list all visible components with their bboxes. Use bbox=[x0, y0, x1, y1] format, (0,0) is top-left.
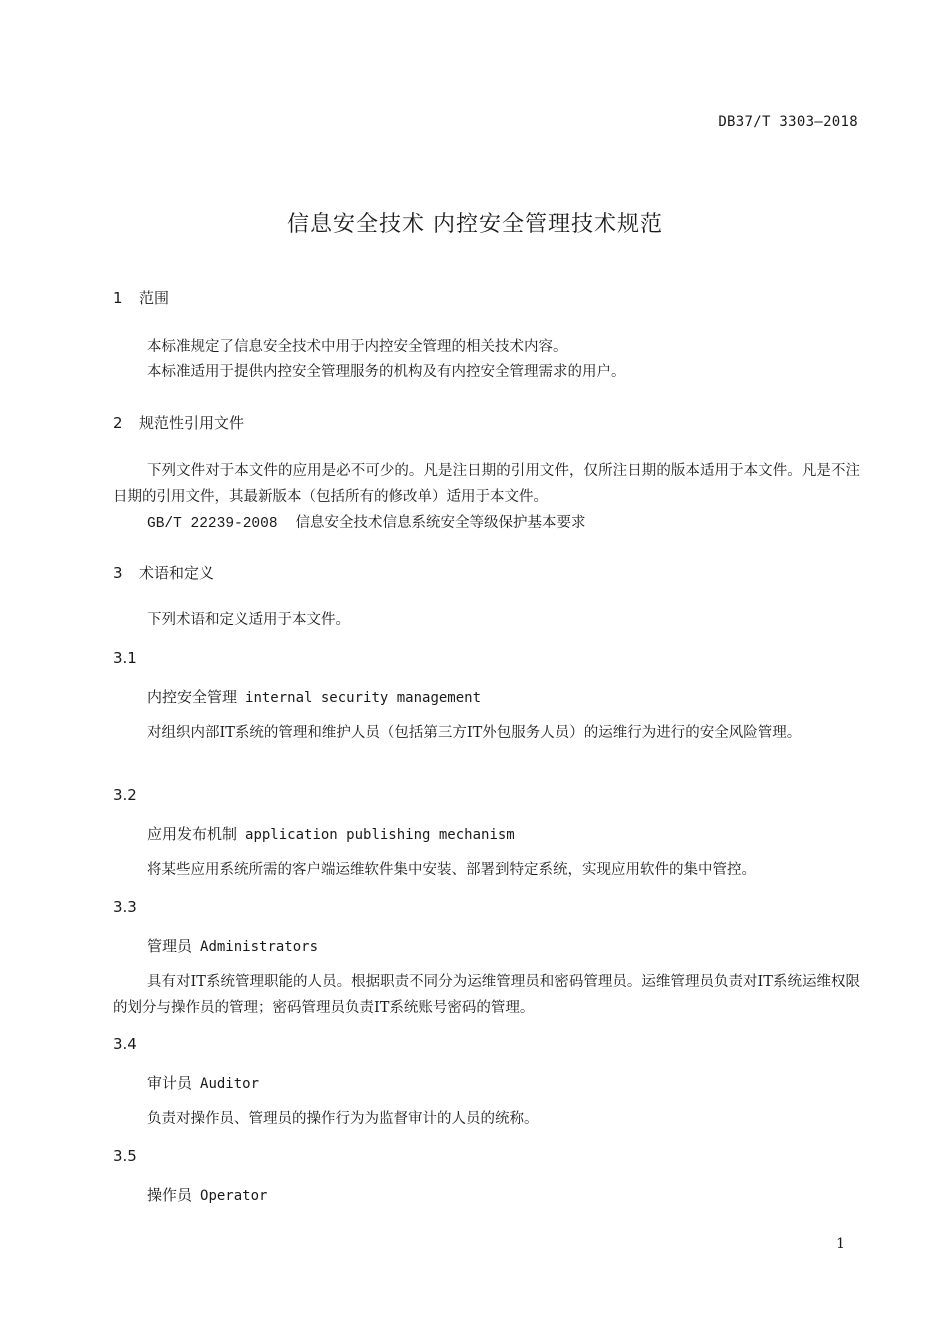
section-title: 术语和定义 bbox=[139, 564, 215, 582]
section-number: 2 bbox=[113, 414, 123, 432]
section-heading-scope bbox=[113, 287, 169, 308]
term-definition: 具有对IT系统管理职能的人员。根据职责不同分为运维管理员和密码管理员。运维管理员负责对IT系统运维权限的划分与操作员的管理；密码管理员负责IT系统账号密码的管理。 bbox=[113, 974, 860, 1016]
term-definition: 将某些应用系统所需的客户端运维软件集中安装、部署到特定系统，实现应用软件的集中管控。 bbox=[147, 862, 756, 878]
clause-number: 3.3 bbox=[113, 898, 137, 916]
reference-title: 信息安全技术信息系统安全等级保护基本要求 bbox=[295, 515, 586, 531]
term-english: Auditor bbox=[200, 1076, 260, 1092]
paragraph: 本标准适用于提供内控安全管理服务的机构及有内控安全管理需求的用户。 bbox=[147, 364, 626, 380]
term-chinese: 内控安全管理 bbox=[147, 688, 238, 706]
term-english: Operator bbox=[200, 1188, 268, 1204]
page-number: 1 bbox=[836, 1236, 845, 1252]
term-english: internal security management bbox=[245, 690, 482, 706]
clause-number: 3.4 bbox=[113, 1035, 137, 1053]
standard-code: DB37/T 3303—2018 bbox=[718, 114, 858, 130]
section-title: 规范性引用文件 bbox=[139, 414, 245, 432]
clause-number: 3.2 bbox=[113, 786, 137, 804]
paragraph: 下列文件对于本文件的应用是必不可少的。凡是注日期的引用文件，仅所注日期的版本适用于本文件。凡是不注日期的引用文件，其最新版本（包括所有的修改单）适用于本文件。 bbox=[113, 463, 860, 505]
term-english: application publishing mechanism bbox=[245, 827, 515, 843]
section-number: 3 bbox=[113, 564, 123, 582]
paragraph: 下列术语和定义适用于本文件。 bbox=[147, 612, 350, 628]
document-title: 信息安全技术 内控安全管理技术规范 bbox=[287, 212, 663, 237]
clause-number: 3.5 bbox=[113, 1147, 137, 1165]
reference-code: GB/T 22239-2008 bbox=[147, 516, 278, 532]
term-chinese: 应用发布机制 bbox=[147, 825, 238, 843]
term-definition: 对组织内部IT系统的管理和维护人员（包括第三方IT外包服务人员）的运维行为进行的安全风险管理。 bbox=[147, 725, 802, 741]
term-definition: 负责对操作员、管理员的操作行为为监督审计的人员的统称。 bbox=[147, 1111, 539, 1127]
term-chinese: 管理员 bbox=[147, 937, 193, 955]
term-chinese: 审计员 bbox=[147, 1074, 193, 1092]
reference-entry bbox=[147, 511, 586, 532]
term-entry bbox=[147, 1184, 267, 1205]
paragraph: 本标准规定了信息安全技术中用于内控安全管理的相关技术内容。 bbox=[147, 339, 568, 355]
section-heading-normative-references bbox=[113, 412, 244, 433]
section-number: 1 bbox=[113, 289, 123, 307]
clause-number: 3.1 bbox=[113, 649, 137, 667]
section-title: 范围 bbox=[139, 289, 170, 307]
term-entry bbox=[147, 935, 318, 956]
term-entry bbox=[147, 823, 515, 844]
section-heading-terms bbox=[113, 562, 214, 583]
term-chinese: 操作员 bbox=[147, 1186, 193, 1204]
term-entry bbox=[147, 686, 481, 707]
term-entry bbox=[147, 1072, 259, 1093]
term-english: Administrators bbox=[200, 939, 319, 955]
